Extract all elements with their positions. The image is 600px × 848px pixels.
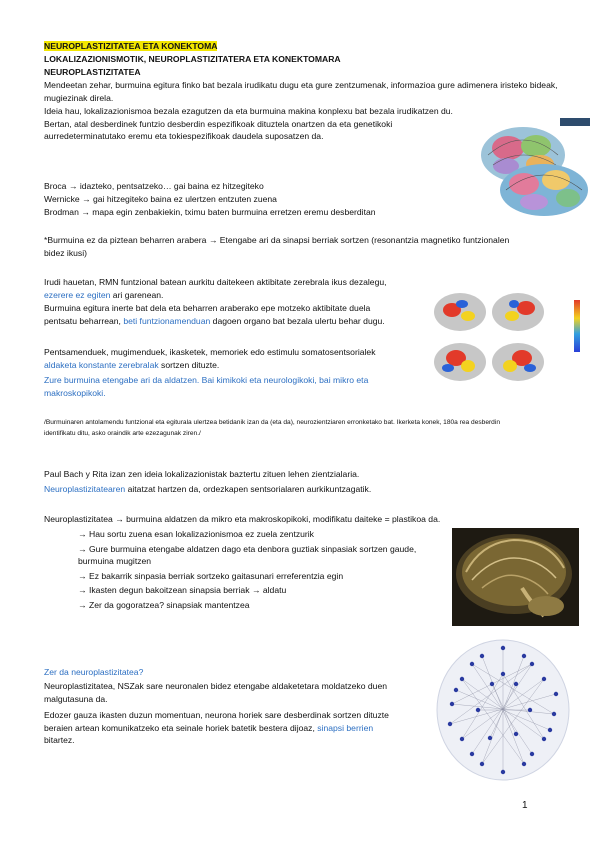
definition-line: Neuroplastizitatea → burmuina aldatzen da mikro eta makroskopikoki, modifikatu daiteke = plastikoa da. [44, 514, 441, 524]
fmri-activity-figure [428, 286, 584, 392]
brain-map-illustration-2 [498, 160, 590, 218]
brodman-line: Brodman → mapa egin zenbakiekin, tximu baten burmuina erretzen eremu desberditan [44, 207, 376, 217]
list-item: → Hau sortu zuena esan lokalizazionismoa ez zuela zentzurik [78, 529, 314, 539]
document-subtitle: LOKALIZAZIONISMOTIK, NEUROPLASTIZITATERA ETA KONEKTOMARA [44, 54, 341, 64]
intro-paragraph-2: Ideia hau, lokalizazionismoa bezala ezagutzen da eta burmuina makina konplexu bat bezala irudikatzen du. Bertan, atal desberdinek funtzio desberdin espezifikoak dituztela onartzen da eta genetikoki aurredeterminatutako eremu eta tokiespezifikoak daudela suposatzen da. [44, 106, 453, 142]
color-key-bar [560, 118, 590, 126]
document-title: NEUROPLASTIZITATEA ETA KONEKTOMA [44, 41, 218, 51]
list-item: → Zer da gogoratzea? sinapsiak mantentzea [78, 599, 250, 610]
egitura-paragraph: Burmuina egitura inerte bat dela eta beharren araberako epe motzeko aktibitate duela pentsatu beharrean, beti funtzionamenduan dagoen organo bat bezala ulertu behar dugu. [44, 303, 385, 326]
rmn-paragraph: Irudi hauetan, RMN funtzional batean aurkitu daitekeen aktibitate zerebrala ikus dezalegu, ezerere ez egiten ari garenean. [44, 277, 387, 300]
page-number: 1 [522, 800, 528, 811]
answer-paragraph-1: Neuroplastizitatea, NSZak sare neuronalen bidez etengabe aldaketetara moldatzeko duen malgutasuna da. [44, 681, 388, 704]
neuroplastizitate-line: Neuroplastizitatearen aitatzat hartzen da, ordezkapen sentsorialaren aurkikuntzagatik. [44, 484, 372, 494]
paul-line: Paul Bach y Rita izan zen ideia lokalizazionistak baztertu zituen lehen zientzialaria. [44, 469, 360, 479]
note-paragraph: *Burmuina ez da piztean beharren arabera → Etengabe ari da sinapsi berriak sortzen (resonantzia magnetiko funtzionalen bidez ikusi) [44, 235, 510, 258]
brain-section-photo [452, 528, 579, 626]
bullet-list [78, 528, 438, 612]
list-item: → Ez bakarrik sinpasia berriak sortzeko gaitasunari erreferentzia egin [78, 570, 344, 581]
section-heading: NEUROPLASTIZITATEA [44, 67, 141, 77]
zure-paragraph: Zure burmuina etengabe ari da aldatzen. Bai kimikoki eta neurologikoki, bai mikro eta makroskopikoki. [44, 375, 369, 398]
answer-paragraph-2: Edozer gauza ikasten duzun momentuan, neurona horiek sare desberdinak sortzen dituzte beraien artean komunikatzeko eta seinale horiek batetik bestera dijoaz, sinapsi berrien bitartez. [44, 710, 389, 746]
broca-line: Broca → idazteko, pentsatzeko… gai baina ez hitzegiteko [44, 181, 264, 191]
pentsamendu-paragraph: Pentsamenduek, mugimenduek, ikasketek, memoriek edo estimulu somatosentsorialek aldaketa konstante zerebralak sortzen dituzte. [44, 347, 376, 370]
connectome-network-figure [432, 634, 574, 784]
question-heading: Zer da neuroplastizitatea? [44, 667, 144, 677]
wernicke-line: Wernicke → gai hitzegiteko baina ez ulertzen entzuten zuena [44, 194, 277, 204]
small-note-paragraph: /Burmuinaren antolamendu funtzional eta egiturala ulertzea betidanik izan da (eta da), neurozientziaren erronketako bat. Ikerketa konek, 180a rea desberdin identifikatu ditu, asko oraindik arte ezezagunak ziren./ [44, 419, 500, 437]
list-item: → Ikasten degun bakoitzean sinapsia berriak → aldatu [78, 585, 287, 596]
list-item: → Gure burmuina etengabe aldatzen dago eta denbora guztiak sinpasiak sortzen gaude, burmuina mugitzen [78, 543, 417, 567]
intro-paragraph-1: Mendeetan zehar, burmuina egitura finko bat bezala irudikatu dugu eta gure zentzumenak, informazioa gure adimenera iristeko bideak, mugiezinak direla. [44, 80, 558, 103]
